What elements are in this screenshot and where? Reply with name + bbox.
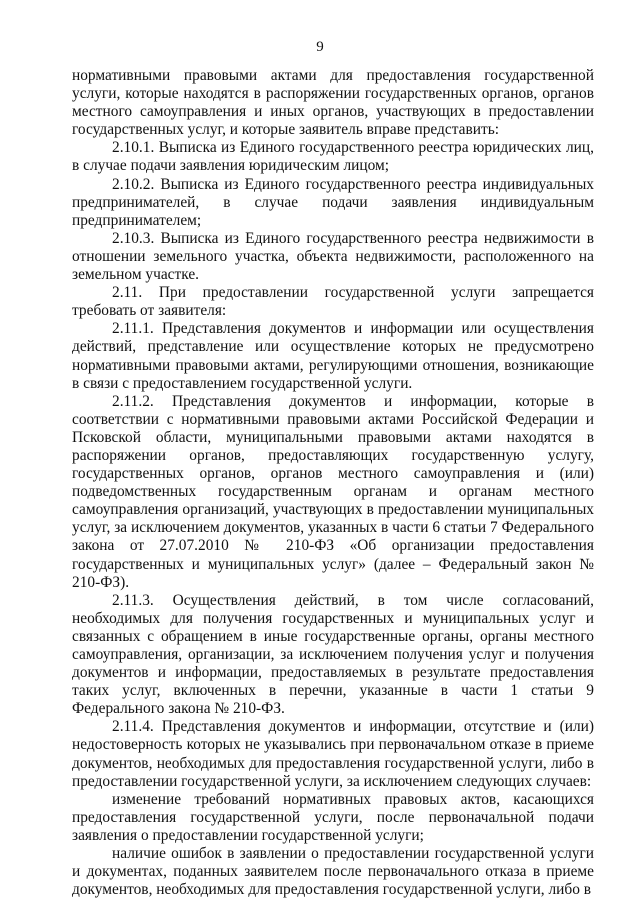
paragraph-case-errors: наличие ошибок в заявлении о предоставлении государственной услуги и документах, поданных заявителем после первоначального отказа в приеме документов, необходимых для предоставления государственной услуги, либо в (72, 845, 594, 899)
paragraph-intro-continuation: нормативными правовыми актами для предоставления государственной услуги, которые находятся в распоряжении государственных органов, органов местного самоуправления и иных органов, участвующих в предоставлении государственных услуг, и которые заявитель вправе представить: (72, 67, 594, 139)
paragraph-item-2-11-1: 2.11.1. Представления документов и информации или осуществления действий, представление или осуществление которых не предусмотрено нормативными правовыми актами, регулирующими отношения, возникающие в связи с предоставлением государственной услуги. (72, 320, 594, 392)
document-body (72, 67, 594, 899)
page-number: 9 (316, 39, 324, 55)
paragraph-item-2-11: 2.11. При предоставлении государственной услуги запрещается требовать от заявителя: (72, 284, 594, 320)
paragraph-item-2-10-2: 2.10.2. Выписка из Единого государственного реестра индивидуальных предпринимателей, в случае подачи заявления индивидуальным предпринимателем; (72, 175, 594, 229)
paragraph-item-2-11-3: 2.11.3. Осуществления действий, в том числе согласований, необходимых для получения государственных и муниципальных услуг и связанных с обращением в иные государственные органы, органы местного самоуправления, организации, за исключением получения услуг и получения документов и информации, предоставляемых в результате предоставления таких услуг, включенных в перечни, указанные в части 1 статьи 9 Федерального закона № 210-ФЗ. (72, 591, 594, 718)
paragraph-item-2-11-4: 2.11.4. Представления документов и информации, отсутствие и (или) недостоверность которых не указывались при первоначальном отказе в приеме документов, необходимых для предоставления государственной услуги, либо в предоставлении государственной услуги, за исключением следующих случаев: (72, 718, 594, 790)
paragraph-case-requirements-change: изменение требований нормативных правовых актов, касающихся предоставления государственной услуги, после первоначальной подачи заявления о предоставлении государственной услуги; (72, 790, 594, 844)
paragraph-item-2-11-2: 2.11.2. Представления документов и информации, которые в соответствии с нормативными правовыми актами Российской Федерации и Псковской области, муниципальными правовыми актами находятся в распоряжении органов, предоставляющих государственную услугу, государственных органов, органов местного самоуправления и (или) подведомственных государственным органам и органам местного самоуправления организаций, участвующих в предоставлении муниципальных услуг, за исключением документов, указанных в части 6 статьи 7 Федерального закона от 27.07.2010 № 210-ФЗ «Об организации предоставления государственных и муниципальных услуг» (далее – Федеральный закон № 210-ФЗ). (72, 392, 594, 591)
paragraph-item-2-10-1: 2.10.1. Выписка из Единого государственного реестра юридических лиц, в случае подачи заявления юридическим лицом; (72, 139, 594, 175)
paragraph-item-2-10-3: 2.10.3. Выписка из Единого государственного реестра недвижимости в отношении земельного участка, объекта недвижимости, расположенного на земельном участке. (72, 229, 594, 284)
